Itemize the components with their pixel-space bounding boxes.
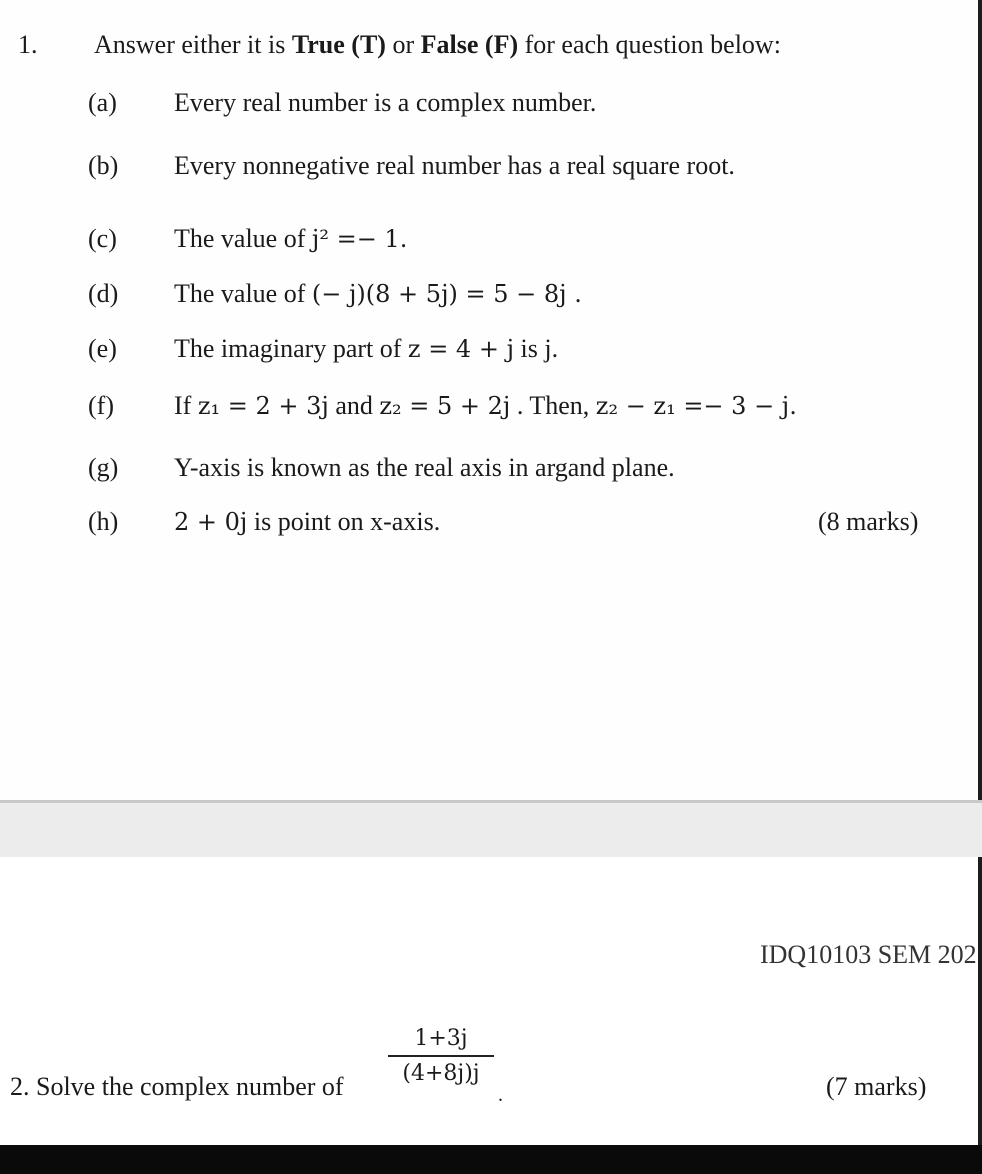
item-text-h [174, 507, 440, 537]
prompt-true: True (T) [291, 30, 386, 59]
item-label-f: (f) [88, 391, 114, 420]
item-label-b: (b) [88, 151, 119, 180]
question-2-marks: (7 marks) [826, 1072, 927, 1101]
course-code-footer: IDQ10103 SEM 202 [760, 940, 977, 969]
bottom-black-bar [0, 1145, 982, 1174]
item-label-c: (c) [88, 224, 117, 253]
item-f-mid2: . Then, [510, 391, 596, 420]
item-label-h: (h) [88, 507, 119, 536]
item-d-math: (− j)(8 + 5j) = 5 − 8j . [311, 280, 582, 308]
item-text-a: Every real number is a complex number. [174, 88, 597, 117]
item-label-g: (g) [88, 453, 119, 482]
item-text-e [174, 334, 558, 364]
item-text-c [174, 224, 407, 254]
item-e-math: z = 4 + j [407, 335, 515, 363]
fraction-expression [388, 1026, 494, 1086]
item-f-pre: If [174, 391, 198, 420]
question-2-text: 2. Solve the complex number of [10, 1072, 344, 1101]
prompt-post: for each question below: [518, 30, 781, 59]
item-e-pre: The imaginary part of [174, 334, 408, 363]
item-c-pre: The value of [174, 224, 312, 253]
prompt-pre: Answer either it is [94, 30, 292, 59]
item-e-post: is j. [514, 334, 559, 363]
page-edge [978, 0, 982, 1145]
item-f-math2: z₂ = 5 + 2j [379, 392, 511, 420]
item-f-math3: z₂ − z₁ =− 3 − j. [595, 392, 797, 420]
item-label-a: (a) [88, 88, 117, 117]
item-h-math: 2 + 0j [174, 508, 248, 536]
item-d-pre: The value of [174, 279, 312, 308]
fraction-numerator: 1+3j [414, 1026, 468, 1051]
item-text-b: Every nonnegative real number has a real square root. [174, 151, 735, 180]
item-f-math1: z₁ = 2 + 3j [197, 392, 329, 420]
item-c-math: j² =− 1. [311, 225, 408, 253]
question-1-marks: (8 marks) [818, 507, 919, 536]
question-1-prompt [94, 30, 781, 60]
question-2-period: . [498, 1084, 503, 1106]
page-break-gap [0, 800, 982, 857]
prompt-false: False (F) [420, 30, 519, 59]
item-text-f [174, 391, 797, 421]
item-text-g: Y-axis is known as the real axis in argand plane. [174, 453, 675, 482]
fraction-denominator: (4+8j)j [402, 1061, 480, 1086]
item-text-d [174, 279, 582, 309]
question-1-number: 1. [18, 30, 38, 59]
item-h-post: is point on x-axis. [247, 507, 441, 536]
item-f-mid: and [328, 391, 380, 420]
item-label-e: (e) [88, 334, 117, 363]
prompt-mid: or [385, 30, 421, 59]
item-label-d: (d) [88, 279, 119, 308]
